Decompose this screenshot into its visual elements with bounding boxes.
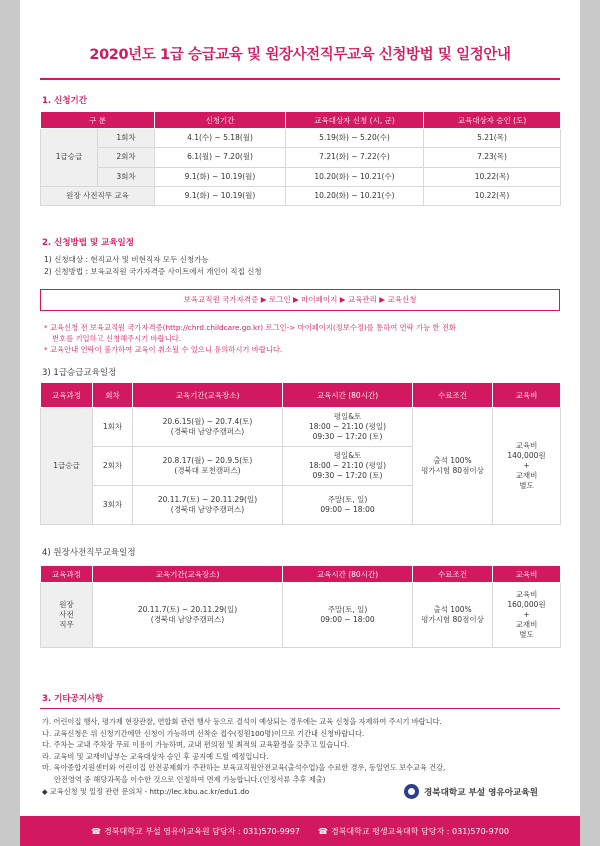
col-header: 교육기간(교육장소) <box>133 383 283 408</box>
time-line: 주말(토, 일) <box>327 605 368 614</box>
section2-heading: 2. 신청방법 및 교육일정 <box>42 238 134 248</box>
table-header-row <box>41 112 561 129</box>
notice-item: 라. 교육비 및 교재비납부는 교육대상자 승인 후 공지예 드릴 예정입니다. <box>42 751 269 761</box>
col-header: 교육시간 (80시간) <box>283 383 413 408</box>
approve-cell: 7.23(목) <box>424 148 561 167</box>
notice-item: 안전영역 중 해당과목을 이수한 것으로 인정하여 면제 가능합니다.(인정서류 추후 제출) <box>54 774 326 784</box>
time-line: 09:30 ~ 17:20 (토) <box>312 432 383 441</box>
approve-cell: 10.22(목) <box>424 167 561 186</box>
city-cell: 10.20(화) ~ 10.21(수) <box>286 186 424 205</box>
condition-line: 평가시험 80점이상 <box>421 615 484 624</box>
session-cell: 1회차 <box>93 408 133 447</box>
col-header: 교육대상자 승인 (도) <box>424 112 561 129</box>
notice-item: 나. 교육신청은 위 신청기간에만 신청이 가능하며 선착순 접수(정원100명)이므로 기간내 신청바랍니다. <box>42 728 365 738</box>
col-header: 회차 <box>93 383 133 408</box>
place-text: (경북대 남양주캠퍼스) <box>150 615 225 624</box>
logo-text: 경북대학교 부설 영유아교육원 <box>424 787 538 798</box>
table-row <box>41 583 561 648</box>
time-cell <box>283 583 413 648</box>
time-line: 09:00 ~ 18:00 <box>320 505 375 514</box>
fee-line: 별도 <box>519 481 534 490</box>
fee-line: 160,000원 <box>507 600 546 609</box>
footer-contact <box>91 826 300 837</box>
section3-heading: 3) 1급승급교육일정 <box>42 368 117 378</box>
period-cell <box>133 408 283 447</box>
page-title: 2020년도 1급 승급교육 및 원장사전직무교육 신청방법 및 일정안내 <box>89 47 511 63</box>
period-cell <box>133 486 283 525</box>
course-line: 원장 <box>59 600 74 609</box>
time-line: 평일&토 <box>333 451 362 460</box>
period-text: 20.6.15(월) ~ 20.7.4(토) <box>162 417 253 426</box>
notice-page <box>20 0 580 846</box>
list-item: 2) 신청방법 : 보육교직원 국가자격증 사이트에서 개인이 직접 신청 <box>44 267 262 276</box>
city-cell: 10.20(화) ~ 10.21(수) <box>286 167 424 186</box>
col-header: 교육기간(교육장소) <box>93 566 283 583</box>
note-line: * 교육안내 연락이 불가하여 교육이 취소될 수 있으니 유의하시기 바랍니다. <box>44 345 283 354</box>
period-text: 20.11.7(토) ~ 20.11.29(일) <box>157 495 258 504</box>
notes <box>44 322 456 355</box>
fee-cell <box>493 583 561 648</box>
apply-cell: 6.1(월) ~ 7.20(월) <box>155 148 286 167</box>
fee-line: + <box>523 610 530 619</box>
table-row <box>41 129 561 148</box>
time-line: 18:00 ~ 21:10 (평일) <box>308 461 386 470</box>
fee-line: 별도 <box>519 630 534 639</box>
apply-method-list <box>44 254 262 278</box>
fee-line: 교재비 <box>515 620 538 629</box>
col-header: 신청기간 <box>155 112 286 129</box>
table-header-row <box>41 566 561 583</box>
footer-right-text: 경북대학교 평생교육대학 담당자 : 031)570-9700 <box>330 826 509 836</box>
time-line: 평일&토 <box>333 412 362 421</box>
notice-item: ◆ 교육신청 및 일정 관련 문의처 - http://lec.kbu.ac.kr/edu1.do <box>42 786 250 796</box>
approve-cell: 5.21(목) <box>424 129 561 148</box>
notice-item: 마. 육아종합지원센터와 어린이집 안전공제회가 주관하는 보육교직원안전교육(출석수업)을 수료한 경우, 동일연도 보수교육 건강, <box>42 763 446 773</box>
table-row <box>41 148 561 167</box>
col-header: 교육비 <box>493 566 561 583</box>
col-header: 구 분 <box>41 112 155 129</box>
notice-item: 가. 어린이집 행사, 평가제 현장관찰, 연합회 관련 행사 등으로 결석이 예상되는 경우에는 교육 신청을 자제하여 주시기 바랍니다. <box>42 717 442 726</box>
grade1-schedule-table <box>40 382 561 525</box>
phone-icon: ☎ <box>91 826 102 836</box>
city-cell: 7.21(화) ~ 7.22(수) <box>286 148 424 167</box>
course-cell: 1급승급 <box>41 408 93 525</box>
condition-line: 평가시험 80점이상 <box>421 466 484 475</box>
col-header: 교육시간 (80시간) <box>283 566 413 583</box>
period-text: 20.8.17(월) ~ 20.9.5(토) <box>162 456 253 465</box>
time-line: 09:00 ~ 18:00 <box>320 615 375 624</box>
notice-item: 다. 주차는 교내 주차장 무료 이용이 가능하며, 교내 편의점 및 최적의 교육환경을 갖추고 있습니다. <box>42 740 350 750</box>
fee-line: + <box>523 461 530 470</box>
place-text: (경북대 남양주캠퍼스) <box>170 427 245 436</box>
place-text: (경북대 포천캠퍼스) <box>174 466 241 475</box>
period-text: 20.11.7(토) ~ 20.11.29(일) <box>137 605 238 614</box>
footer-left-text: 경북대학교 부설 영유아교육원 담당자 : 031)570-9997 <box>104 826 300 836</box>
apply-cell: 4.1(수) ~ 5.18(월) <box>155 129 286 148</box>
session-cell: 1회차 <box>98 129 155 148</box>
col-header: 교육과정 <box>41 383 93 408</box>
note-line: * 교육신청 전 보육교직원 국가자격증(http://chrd.childcare.go.kr) 로그인-> 마이페이지(정보수정)를 통하여 연락 가능 한 전화 <box>44 323 456 332</box>
note-line: 번호를 기입하고 신청해주시기 바랍니다. <box>52 334 182 343</box>
institution-logo <box>404 784 538 799</box>
phone-icon: ☎ <box>318 826 328 836</box>
list-item: 1) 신청대상 : 현직교사 및 비현직자 모두 신청가능 <box>44 255 209 264</box>
col-header: 수료조건 <box>413 566 493 583</box>
period-cell <box>133 447 283 486</box>
table-row <box>41 167 561 186</box>
approve-cell: 10.22(목) <box>424 186 561 205</box>
time-line: 09:30 ~ 17:20 (토) <box>312 471 383 480</box>
emblem-icon <box>404 784 419 799</box>
application-period-table <box>40 111 561 206</box>
table-header-row <box>41 383 561 408</box>
section4-heading: 4) 원장사전직무교육일정 <box>42 548 136 558</box>
condition-line: 출석 100% <box>433 456 472 465</box>
course-line: 직무 <box>59 620 74 629</box>
session-cell: 2회차 <box>93 447 133 486</box>
time-line: 18:00 ~ 21:10 (평일) <box>308 422 386 431</box>
apply-flow-box: 보육교직원 국가자격증 ▶ 로그인 ▶ 마이페이지 ▶ 교육관리 ▶ 교육신청 <box>40 289 560 311</box>
period-cell <box>93 583 283 648</box>
time-cell <box>283 408 413 447</box>
apply-cell: 9.1(화) ~ 10.19(월) <box>155 186 286 205</box>
fee-line: 교육비 <box>515 441 538 450</box>
fee-line: 교재비 <box>515 471 538 480</box>
group-label: 원장 사전직무 교육 <box>41 186 155 205</box>
col-header: 수료조건 <box>413 383 493 408</box>
section-divider <box>40 708 560 709</box>
session-cell: 2회차 <box>98 148 155 167</box>
city-cell: 5.19(화) ~ 5.20(수) <box>286 129 424 148</box>
place-text: (경북대 남양주캠퍼스) <box>170 505 245 514</box>
fee-line: 교육비 <box>515 590 538 599</box>
col-header: 교육대상자 신청 (시, 군) <box>286 112 424 129</box>
contact-footer <box>20 816 580 846</box>
section1-heading: 1. 신청기간 <box>42 96 87 106</box>
fee-line: 140,000원 <box>507 451 546 460</box>
time-line: 주말(토, 일) <box>327 495 368 504</box>
table-row <box>41 408 561 447</box>
table-row <box>41 186 561 205</box>
fee-cell <box>493 408 561 525</box>
group-label: 1급승급 <box>41 129 98 187</box>
condition-cell <box>413 583 493 648</box>
course-cell <box>41 583 93 648</box>
time-cell <box>283 486 413 525</box>
title-divider <box>40 78 560 80</box>
col-header: 교육과정 <box>41 566 93 583</box>
condition-cell <box>413 408 493 525</box>
session-cell: 3회차 <box>93 486 133 525</box>
director-schedule-table <box>40 565 561 648</box>
apply-cell: 9.1(화) ~ 10.19(월) <box>155 167 286 186</box>
session-cell: 3회차 <box>98 167 155 186</box>
time-cell <box>283 447 413 486</box>
section5-heading: 3. 기타공지사항 <box>42 694 104 704</box>
condition-line: 출석 100% <box>433 605 472 614</box>
col-header: 교육비 <box>493 383 561 408</box>
footer-contact <box>318 826 509 837</box>
course-line: 사전 <box>59 610 74 619</box>
